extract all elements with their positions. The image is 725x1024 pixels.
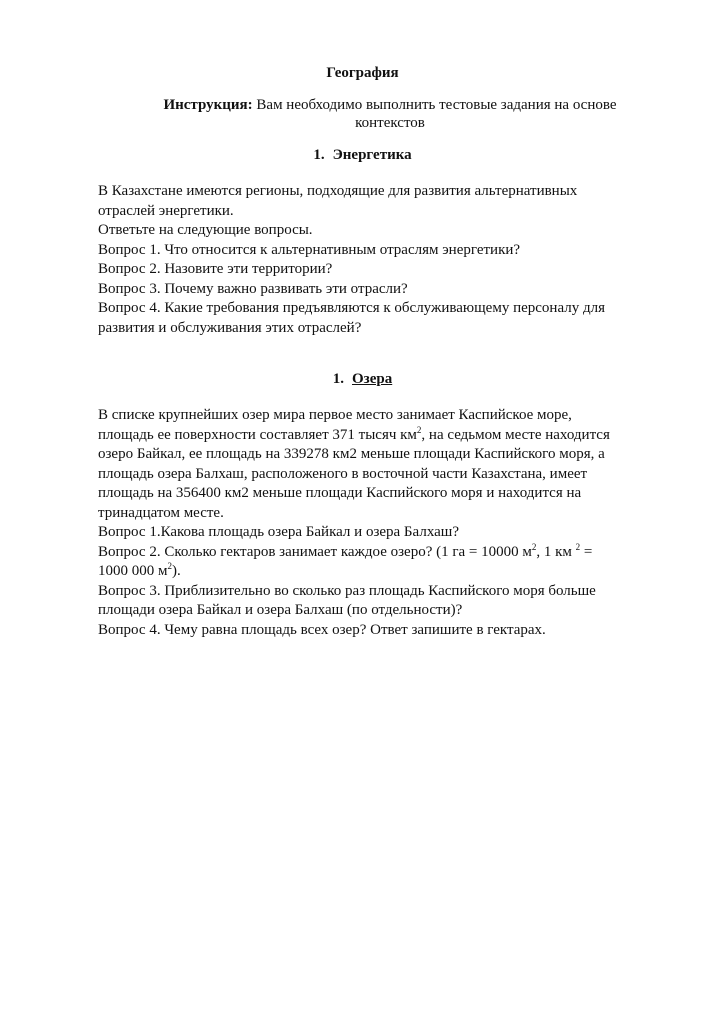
section-2-text: площадь ее поверхности составляет 371 тысяч км [98, 426, 417, 443]
section-2-line [98, 426, 688, 446]
section-2-question-1: Вопрос 1.Какова площадь озера Байкал и озера Балхаш? [98, 524, 459, 540]
section-2-question-2 [98, 543, 688, 563]
section-2-line: площади озера Байкал и озера Балхаш (по отдельности)? [98, 602, 463, 618]
section-1-heading [0, 146, 725, 164]
section-1-body [98, 182, 688, 338]
section-1-question-3: Вопрос 3. Почему важно развивать эти отрасли? [98, 280, 408, 297]
section-2-number: 1. [332, 371, 345, 387]
document-title: География [326, 65, 399, 81]
section-1-question-1: Вопрос 1. Что относится к альтернативным отраслям энергетики? [98, 241, 521, 258]
section-2-question-4: Вопрос 4. Чему равна площадь всех озер? Ответ запишите в гектарах. [98, 621, 546, 638]
instruction-paragraph [120, 96, 660, 132]
section-1-question-2: Вопрос 2. Назовите эти территории? [98, 261, 333, 277]
section-1-question-4: Вопрос 4. Какие требования предъявляются к обслуживающему персоналу для [98, 300, 605, 316]
section-1-line: Ответьте на следующие вопросы. [98, 222, 313, 238]
section-2-text: ). [172, 563, 181, 579]
section-2-line: тринадцатом месте. [98, 504, 224, 521]
instruction-text-1: Вам необходимо выполнить тестовые задания на основе [252, 97, 617, 113]
section-2-text: , на седьмом месте находится [421, 426, 610, 443]
section-2-line: озеро Байкал, ее площадь на 339278 км2 меньше площади Каспийского моря, а [98, 446, 605, 462]
instruction-label: Инструкция: [163, 97, 253, 113]
superscript: 2 [416, 424, 422, 435]
superscript: 2 [167, 561, 172, 571]
section-1-title: Энергетика [332, 147, 412, 163]
section-2-text: , 1 км [536, 543, 576, 560]
section-2-title: Озера [352, 371, 393, 387]
section-2-line: площадь озера Балхаш, расположеного в восточной части Казахстана, имеет [98, 465, 588, 482]
section-2-line [98, 562, 688, 582]
section-2-heading [0, 370, 725, 388]
section-1-line: отраслей энергетики. [98, 202, 234, 219]
instruction-line-1 [120, 96, 660, 114]
section-1-number: 1. [313, 147, 325, 163]
instruction-line-2: контекстов [355, 115, 425, 131]
section-2-line: В списке крупнейших озер мира первое место занимает Каспийское море, [98, 407, 572, 423]
section-2-line: площадь на 356400 км2 меньше площади Каспийского моря и находится на [98, 485, 582, 501]
section-1-line: развития и обслуживания этих отраслей? [98, 319, 362, 336]
section-2-text: = [580, 543, 593, 560]
section-2-text: 1000 000 м [98, 563, 168, 579]
section-1-line: В Казахстане имеются регионы, подходящие для развития альтернативных [98, 183, 578, 199]
superscript: 2 [575, 541, 581, 552]
section-2-body [98, 406, 688, 640]
superscript: 2 [531, 541, 537, 552]
section-2-text: Вопрос 2. Сколько гектаров занимает каждое озеро? (1 га = 10000 м [98, 543, 532, 560]
section-2-question-3: Вопрос 3. Приблизительно во сколько раз площадь Каспийского моря больше [98, 582, 596, 599]
